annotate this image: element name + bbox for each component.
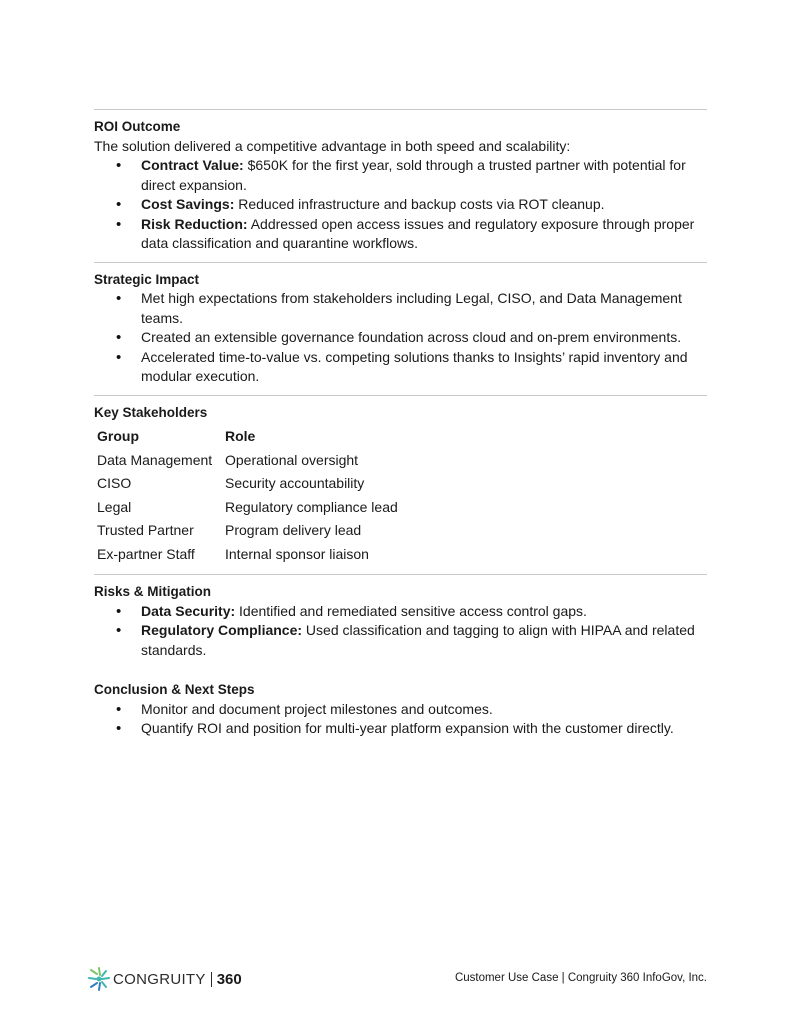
table-header-row <box>94 425 401 449</box>
logo-divider <box>211 972 212 987</box>
strategic-list <box>94 289 707 387</box>
conclusion-list <box>94 700 707 739</box>
table-cell: Security accountability <box>225 475 365 491</box>
conclusion-section <box>94 680 707 747</box>
stakeholders-section <box>94 396 707 575</box>
list-item: • Quantify ROI and position for multi-year platform expansion with the customer directly. <box>94 719 707 739</box>
table-cell: Data Management <box>97 451 213 468</box>
table-cell: Trusted Partner <box>97 522 194 538</box>
list-item: • Accelerated time-to-value vs. competing solutions thanks to Insights’ rapid inventory and modular execution. <box>94 348 707 387</box>
table-cell: Internal sponsor liaison <box>225 545 369 562</box>
stakeholders-table <box>94 425 401 566</box>
list-item: • Created an extensible governance foundation across cloud and on-prem environments. <box>94 328 707 348</box>
roi-heading: ROI Outcome <box>94 119 181 134</box>
table-cell: Legal <box>97 498 132 515</box>
logo-number: 360 <box>216 970 242 988</box>
list-item: • Monitor and document project milestones and outcomes. <box>94 700 707 720</box>
list-item: • Met high expectations from stakeholders including Legal, CISO, and Data Management teams. <box>94 289 707 328</box>
table-row <box>94 519 401 543</box>
logo-wordmark: CONGRUITY <box>113 970 206 988</box>
table-row <box>94 543 401 567</box>
list-item: • Data Security: Identified and remediated sensitive access control gaps. <box>94 602 707 622</box>
strategic-section <box>94 263 707 395</box>
footer-caption: Customer Use Case | Congruity 360 InfoGov, Inc. <box>454 972 707 984</box>
stakeholders-heading: Key Stakeholders <box>94 404 208 420</box>
risks-heading: Risks & Mitigation <box>94 584 212 599</box>
list-item: • Risk Reduction: Addressed open access issues and regulatory exposure through proper data classification and quarantine workflows. <box>94 215 707 254</box>
list-item: • Cost Savings: Reduced infrastructure and backup costs via ROT cleanup. <box>94 195 707 215</box>
table-cell: Program delivery lead <box>225 522 362 538</box>
congruity-logo-mark-icon <box>88 966 110 992</box>
page-footer <box>88 962 707 996</box>
column-header: Role <box>225 428 256 444</box>
table-row <box>94 449 401 473</box>
conclusion-heading: Conclusion & Next Steps <box>94 682 255 697</box>
roi-list <box>94 156 707 254</box>
list-item: • Regulatory Compliance: Used classification and tagging to align with HIPAA and related standards. <box>94 621 707 660</box>
table-cell: Regulatory compliance lead <box>225 498 398 515</box>
table-cell: CISO <box>97 475 132 491</box>
list-item: • Contract Value: $650K for the first year, sold through a trusted partner with potential for direct expansion. <box>94 156 707 195</box>
risks-list <box>94 602 707 661</box>
roi-section <box>94 110 707 262</box>
document-page <box>94 109 707 747</box>
table-row <box>94 496 401 520</box>
table-cell: Ex-partner Staff <box>97 545 195 562</box>
congruity-logo <box>88 966 242 992</box>
strategic-heading: Strategic Impact <box>94 271 200 287</box>
table-row <box>94 472 401 496</box>
roi-intro: The solution delivered a competitive advantage in both speed and scalability: <box>94 137 571 154</box>
table-cell: Operational oversight <box>225 451 359 468</box>
column-header: Group <box>97 428 139 444</box>
risks-section <box>94 575 707 668</box>
